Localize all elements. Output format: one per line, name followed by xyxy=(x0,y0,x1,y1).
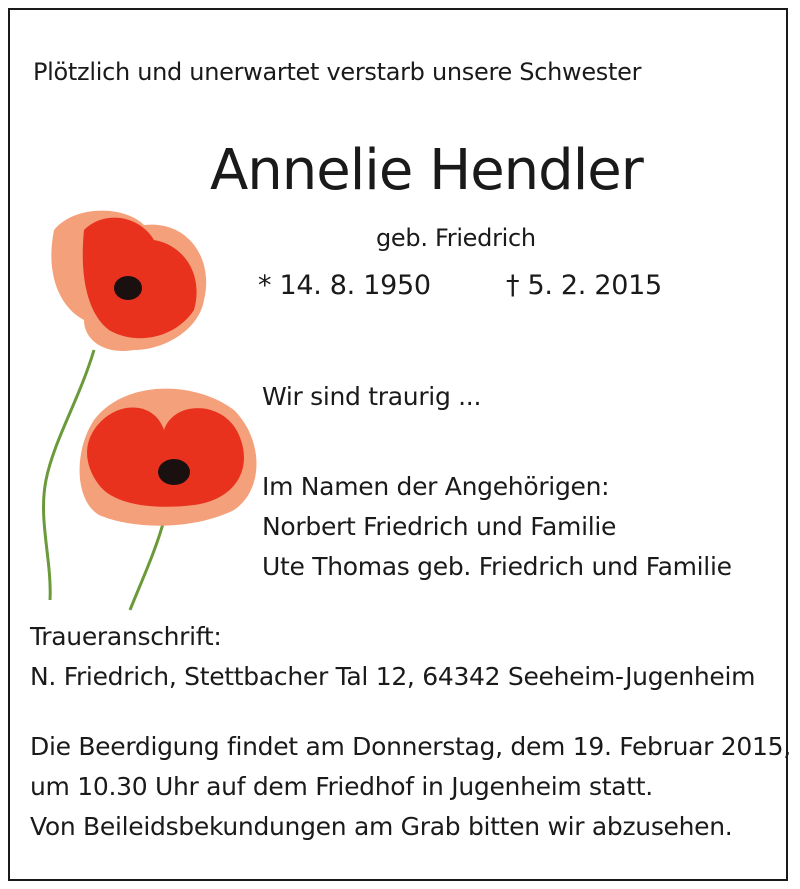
obituary-notice xyxy=(8,8,791,881)
poppy-illustration xyxy=(24,200,260,620)
on-behalf-label: Im Namen der Angehörigen: xyxy=(262,472,610,501)
upper-poppy xyxy=(51,211,206,351)
funeral-info-line: Von Beileidsbekundungen am Grab bitten wir abzusehen. xyxy=(30,812,733,841)
intro-text: Plötzlich und unerwartet verstarb unsere Schwester xyxy=(33,58,642,86)
lower-poppy xyxy=(80,389,257,526)
deceased-name: Annelie Hendler xyxy=(210,138,643,203)
maiden-name: geb. Friedrich xyxy=(376,224,536,252)
address-label: Traueranschrift: xyxy=(30,622,222,651)
sad-line: Wir sind traurig ... xyxy=(262,382,482,411)
mourning-address: N. Friedrich, Stettbacher Tal 12, 64342 Seeheim-Jugenheim xyxy=(30,662,756,691)
birth-date: * 14. 8. 1950 xyxy=(258,270,431,301)
death-date: † 5. 2. 2015 xyxy=(506,270,662,301)
funeral-info-line: um 10.30 Uhr auf dem Friedhof in Jugenheim statt. xyxy=(30,772,653,801)
relative-line: Norbert Friedrich und Familie xyxy=(262,512,617,541)
relative-line: Ute Thomas geb. Friedrich und Familie xyxy=(262,552,732,581)
funeral-info-line: Die Beerdigung findet am Donnerstag, dem 19. Februar 2015, xyxy=(30,732,791,761)
